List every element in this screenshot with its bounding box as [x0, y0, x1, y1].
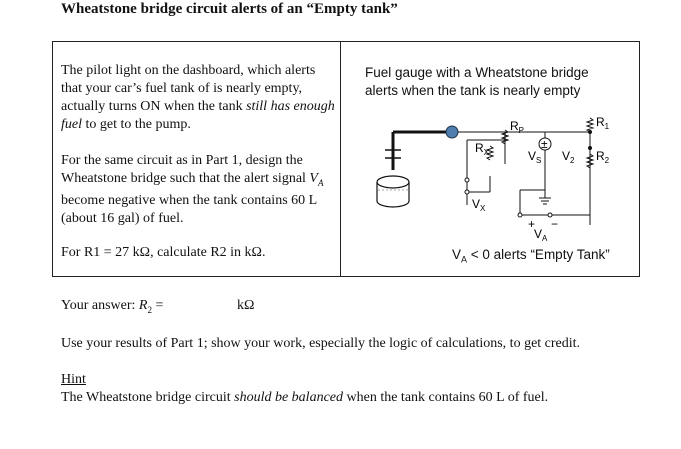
alert-caption: $V_A < 0$ alerts “Empty Tank” — [452, 247, 610, 265]
svg-text:VA: $V_A$ — [534, 227, 548, 243]
page-title: Wheatstone bridge circuit alerts of an “Empty tank” — [61, 1, 398, 17]
label-v2: V — [562, 149, 571, 163]
svg-text:R1: $R_1$ — [596, 115, 610, 131]
label-vs: V — [528, 149, 537, 163]
label-r1: R — [596, 115, 605, 129]
label-r2: R — [596, 149, 605, 163]
hint-text: The Wheatstone bridge circuit should be balanced when the tank contains 60 L of fuel. — [61, 390, 549, 405]
instruction-text: Use your results of Part 1; show your work, especially the logic of calculations, to get credit. — [61, 336, 581, 351]
answer-unit: kΩ — [237, 298, 255, 313]
paragraph-pilot-light: The pilot light on the dashboard, which alerts that your car’s fuel tank of is nearly empty, actually turns ON when the tank still has enough fuel to get to the pump. — [61, 63, 335, 132]
node-v2 — [588, 146, 592, 150]
fuel-tank — [377, 176, 409, 207]
ground-icon — [539, 190, 551, 204]
terminal-vx-plus — [465, 178, 469, 182]
diagram-caption: Fuel gauge with a Wheatstone bridge alerts when the tank is nearly empty — [365, 65, 589, 98]
float-sensor — [385, 126, 458, 170]
circuit-diagram — [340, 110, 640, 245]
label-va: V — [534, 227, 543, 241]
terminal-va-plus — [518, 213, 522, 217]
svg-text:VS: $V_S$ — [528, 149, 542, 165]
hint-heading: Hint — [61, 372, 86, 387]
problem-text — [61, 62, 336, 262]
paragraph-given: For R1 = 27 kΩ, calculate R2 in kΩ. — [61, 244, 266, 260]
terminal-vx-minus — [465, 190, 469, 194]
svg-text:− — [551, 217, 558, 231]
svg-text:V2: $V_2$ — [562, 149, 575, 165]
answer-line: Your answer: $R_2$ = kΩ — [61, 298, 255, 315]
paragraph-design: For the same circuit as in Part 1, design the Wheatstone bridge such that the alert signal $V_A$ become negative when the tank contains 60 L (about 16 gal) of fuel. — [61, 153, 324, 226]
svg-text:RX: $R_X$ — [475, 141, 490, 157]
svg-text:VX: $V_X$ — [472, 197, 486, 213]
label-vx: V — [472, 197, 481, 211]
label-va-plus: + — [528, 217, 536, 231]
svg-text:±: ± — [541, 137, 548, 151]
resistor-r1 — [587, 118, 593, 132]
svg-text:RP: $R_P$ — [510, 119, 525, 135]
label-rx: R — [475, 141, 484, 155]
label-va-minus: − — [551, 217, 559, 231]
svg-text:R2: $R_2$ — [596, 149, 610, 165]
label-rp: R — [510, 119, 519, 133]
node-top — [588, 130, 592, 134]
